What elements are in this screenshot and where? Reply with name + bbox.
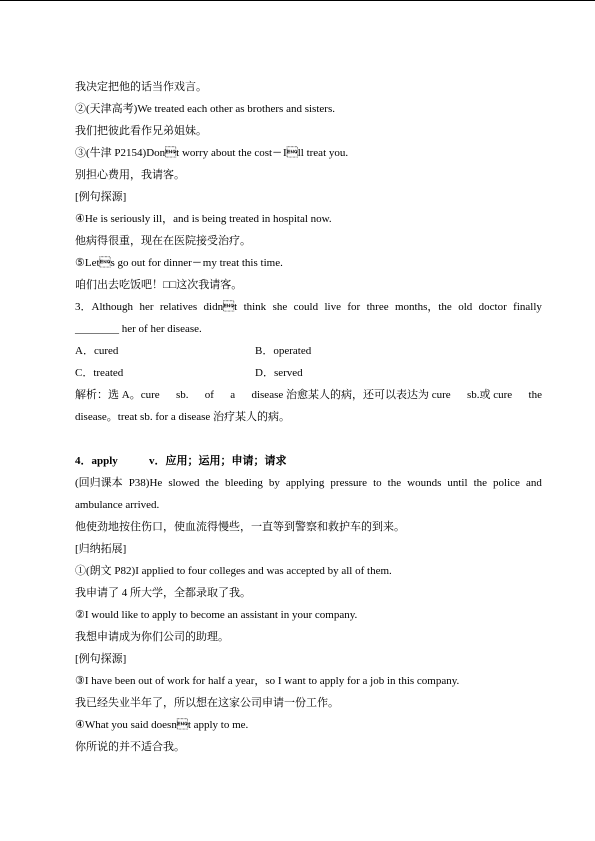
vocab-definition: v．应用；运用；申请；请求	[149, 455, 287, 467]
text-line: ③(牛津 P2154)Dont worry about the cost－Ill treat you.	[75, 147, 349, 159]
text-line: ⑤Lets go out for dinner－my treat this time.	[75, 257, 283, 269]
text-line: 咱们出去吃饭吧！□□这次我请客。	[75, 279, 243, 291]
text-line: 别担心费用，我请客。	[75, 169, 185, 181]
section-label: [例句探源]	[75, 191, 127, 203]
section-label: [例句探源]	[75, 653, 127, 665]
option-a: A．cured	[75, 345, 119, 357]
question-stem-line2: ________ her of her disease.	[75, 323, 202, 335]
option-c: C．treated	[75, 367, 124, 379]
options-row	[75, 340, 542, 362]
text-line: 他病得很重，现在在医院接受治疗。	[75, 235, 251, 247]
document-page	[75, 76, 542, 758]
text-line: 我决定把他的话当作戏言。	[75, 81, 207, 93]
text-line: 你所说的并不适合我。	[75, 741, 185, 753]
analysis-line1: 解析：选 A。cure sb. of a disease 治愈某人的病，还可以表达为 cure sb.或 cure the	[75, 389, 542, 401]
vocab-word: 4．apply	[75, 455, 118, 467]
text-line: 我申请了 4 所大学，全都录取了我。	[75, 587, 251, 599]
section-label: [归纳拓展]	[75, 543, 127, 555]
top-rule	[0, 0, 595, 1]
text-line: ①(朗文 P82)I applied to four colleges and was accepted by all of them.	[75, 565, 392, 577]
analysis-line2: disease。treat sb. for a disease 治疗某人的病。	[75, 411, 291, 423]
text-line: 我已经失业半年了，所以想在这家公司申请一份工作。	[75, 697, 339, 709]
text-line: ④What you said doesnt apply to me.	[75, 719, 249, 731]
text-line: ③I have been out of work for half a year，so I want to apply for a job in this company.	[75, 675, 460, 687]
example-line1: (回归课本 P38)He slowed the bleeding by applying pressure to the wounds until the police and	[75, 477, 542, 489]
text-line: 他使劲地按住伤口，使血流得慢些，一直等到警察和救护车的到来。	[75, 521, 405, 533]
question-stem-line1: 3．Although her relatives didnt think she could live for three months，the old doctor finally	[75, 301, 542, 313]
vocab-heading	[75, 450, 542, 472]
text-line: 我想申请成为你们公司的助理。	[75, 631, 229, 643]
options-row	[75, 362, 542, 384]
example-line2: ambulance arrived.	[75, 499, 160, 511]
text-line: ②(天津高考)We treated each other as brothers and sisters.	[75, 103, 335, 115]
text-line: 我们把彼此看作兄弟姐妹。	[75, 125, 207, 137]
option-b: B．operated	[255, 345, 312, 357]
text-line: ④He is seriously ill，and is being treated in hospital now.	[75, 213, 332, 225]
spacer	[75, 428, 542, 450]
text-line: ②I would like to apply to become an assistant in your company.	[75, 609, 358, 621]
option-d: D．served	[255, 367, 303, 379]
